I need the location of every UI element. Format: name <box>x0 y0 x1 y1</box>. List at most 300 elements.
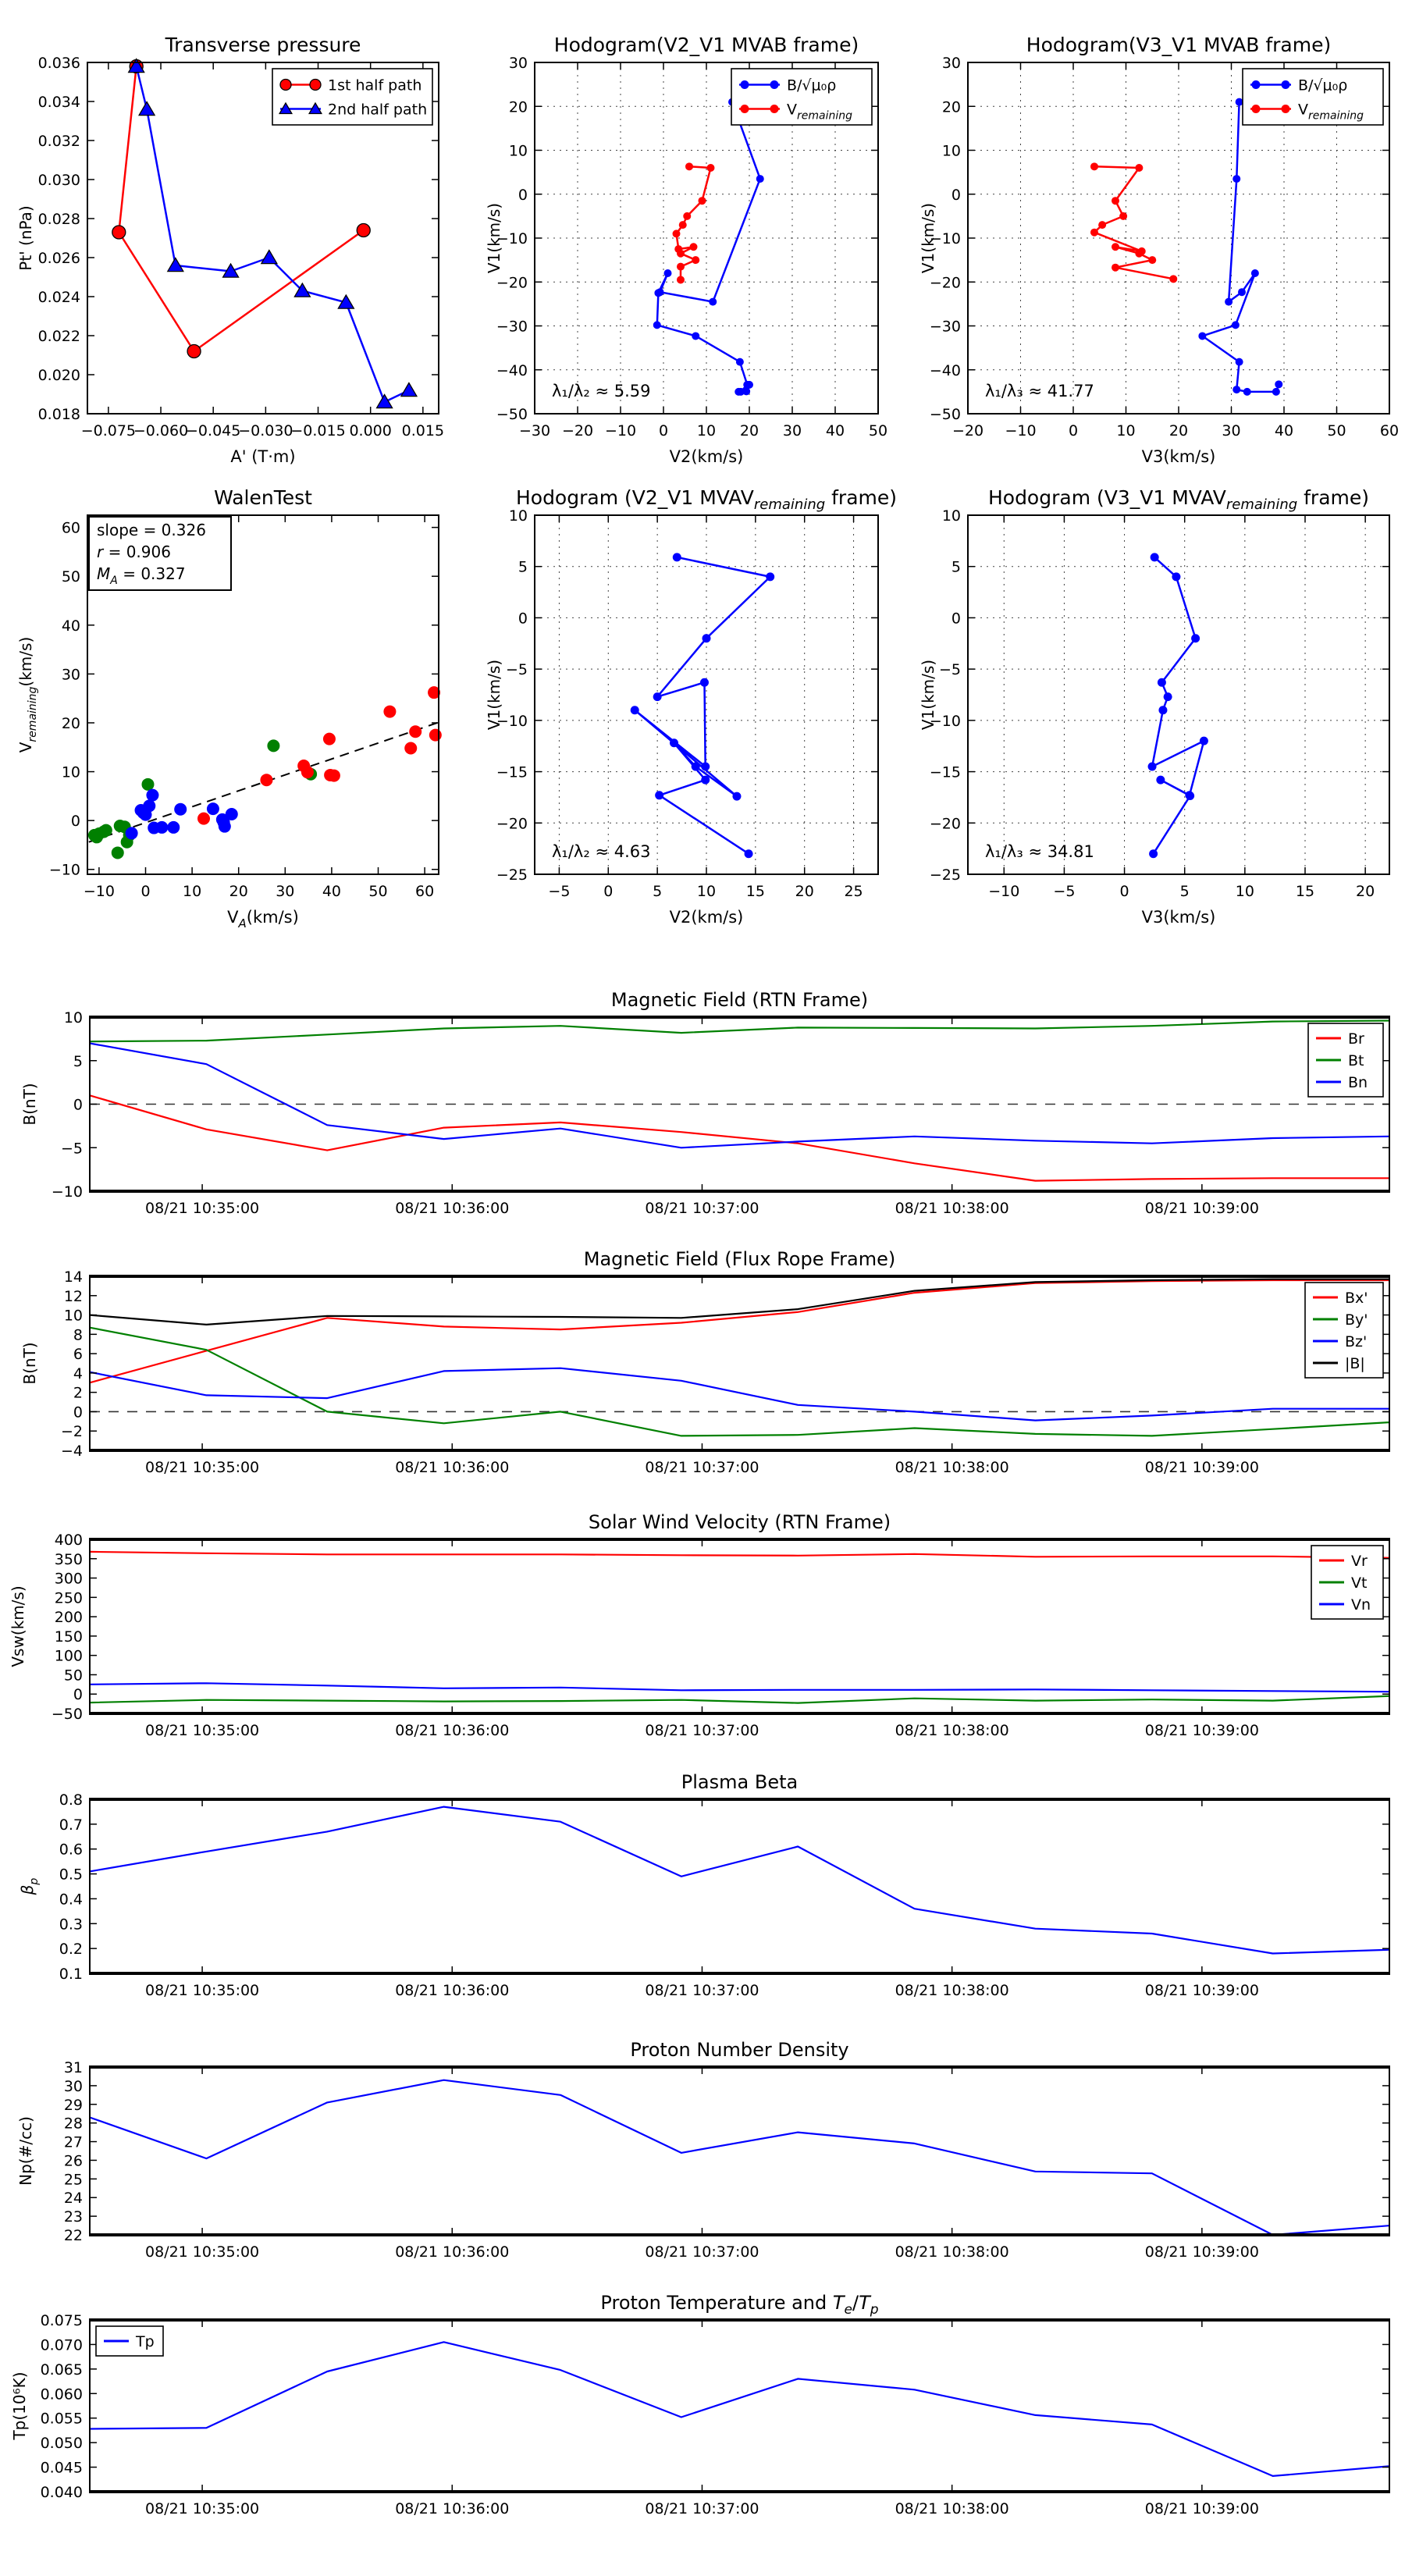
hodogram-v2-mvab-point-b-over-sqrt-mu0rho <box>692 332 699 340</box>
walen-test-point-scatter-group-2 <box>155 821 168 834</box>
hodogram-v2-mvav-x-tick-label: 5 <box>653 883 663 900</box>
hodogram-v3-mvav-point-v-hodogram <box>1191 634 1200 642</box>
hodogram-v3-mvab-x-tick-label: 0 <box>1068 422 1079 439</box>
solar-wind-velocity-y-tick-label: 200 <box>54 1609 83 1627</box>
walen-test-point-scatter-group-2 <box>219 820 231 833</box>
plasma-beta-title: Plasma Beta <box>681 1771 799 1793</box>
hodogram-v3-mvab-point-b-over-sqrt-mu0rho <box>1198 332 1206 340</box>
hodogram-v3-mvav-point-v-hodogram <box>1200 737 1208 745</box>
hodogram-v3-mvav-x-tick-label: 5 <box>1179 883 1190 900</box>
transverse-pressure-x-tick-label: −0.045 <box>186 422 241 439</box>
hodogram-v2-mvab-x-tick-label: 0 <box>658 422 669 439</box>
hodogram-v3-mvab-point-b-over-sqrt-mu0rho <box>1232 175 1240 183</box>
solar-wind-velocity-title: Solar Wind Velocity (RTN Frame) <box>588 1511 891 1533</box>
proton-temperature-y-tick-label: 0.040 <box>40 2484 83 2501</box>
hodogram-v3-mvav-point-v-hodogram <box>1156 776 1165 785</box>
hodogram-v2-mvab-y-tick-label: 0 <box>518 186 528 204</box>
hodogram-v3-mvav-point-v-hodogram <box>1158 678 1166 687</box>
hodogram-v3-mvab-x-tick-label: 20 <box>1168 422 1189 439</box>
hodogram-v3-mvab-x-tick-label: −20 <box>951 422 984 439</box>
hodogram-v3-mvab-title: Hodogram(V3_V1 MVAB frame) <box>1026 34 1332 56</box>
proton-temperature-y-axis-label: Tp(10⁶K) <box>10 2371 29 2440</box>
hodogram-v3-mvab-point-v-remaining <box>1135 164 1143 172</box>
hodogram-v3-mvav-annotation: λ₁/λ₃ ≈ 34.81 <box>985 842 1094 861</box>
hodogram-v2-mvab-x-tick-label: 40 <box>825 422 845 439</box>
hodogram-v2-mvab-x-tick-label: −10 <box>604 422 637 439</box>
solar-wind-velocity-y-tick-label: 100 <box>54 1647 83 1665</box>
proton-number-density-y-tick-label: 23 <box>63 2208 83 2226</box>
transverse-pressure-y-tick-label: 0.018 <box>37 406 80 423</box>
proton-number-density-x-tick-label: 08/21 10:39:00 <box>1144 2243 1259 2261</box>
hodogram-v2-mvab-point-v-remaining <box>677 276 685 283</box>
hodogram-v2-mvab-y-tick-label: −40 <box>496 361 528 379</box>
hodogram-v2-mvab-y-tick-label: −30 <box>496 318 528 336</box>
walen-test-x-tick-label: 50 <box>368 883 388 900</box>
hodogram-v2-mvab-x-tick-label: −30 <box>518 422 551 439</box>
hodogram-v3-mvav-x-tick-label: 10 <box>1235 883 1254 900</box>
hodogram-v3-mvab-point-b-over-sqrt-mu0rho <box>1238 288 1246 296</box>
plasma-beta-y-tick-label: 0.3 <box>59 1916 83 1934</box>
hodogram-v3-mvab-x-axis-label: V3(km/s) <box>1141 447 1216 466</box>
magnetic-field-rtn-y-tick-label: 5 <box>73 1052 83 1070</box>
transverse-pressure-point-first-half-path <box>112 226 126 239</box>
hodogram-v3-mvab-point-v-remaining <box>1090 162 1098 170</box>
transverse-pressure-x-tick-label: 0.015 <box>401 422 445 439</box>
proton-temperature-y-tick-label: 0.050 <box>40 2435 83 2453</box>
proton-temperature-legend-label: Tp <box>136 2333 155 2350</box>
proton-temperature-x-tick-label: 08/21 10:36:00 <box>395 2500 510 2517</box>
hodogram-v3-mvav-point-v-hodogram <box>1172 572 1180 581</box>
walen-test-point-scatter-group-3 <box>197 813 210 825</box>
walen-test-point-scatter-group-1 <box>267 739 279 752</box>
hodogram-v2-mvav-x-tick-label: −5 <box>548 883 571 900</box>
walen-test-point-scatter-group-1 <box>100 824 112 837</box>
solar-wind-velocity-x-tick-label: 08/21 10:36:00 <box>395 1722 510 1739</box>
hodogram-v2-mvab-point-v-remaining <box>685 162 693 170</box>
walen-test-y-tick-label: 10 <box>61 763 80 781</box>
proton-temperature-y-tick-label: 0.070 <box>40 2336 83 2354</box>
hodogram-v2-mvab-y-tick-label: −50 <box>496 406 528 423</box>
hodogram-v2-mvav-point-v-hodogram <box>701 763 710 771</box>
hodogram-v2-mvav-point-v-hodogram <box>701 776 710 785</box>
hodogram-v2-mvav-y-axis-label: V1(km/s) <box>485 659 503 731</box>
proton-number-density-y-tick-label: 28 <box>63 2115 83 2133</box>
walen-test-y-axis-label: $V_{remaining}(km/s)$ <box>16 636 39 753</box>
hodogram-v3-mvab-point-b-over-sqrt-mu0rho <box>1251 269 1259 277</box>
magnetic-field-rtn-x-tick-label: 08/21 10:38:00 <box>895 1200 1009 1217</box>
hodogram-v2-mvab-point-b-over-sqrt-mu0rho <box>736 358 744 366</box>
hodogram-v2-mvav-point-v-hodogram <box>766 572 774 581</box>
hodogram-v2-mvab-point-v-remaining <box>690 243 698 251</box>
proton-temperature-x-tick-label: 08/21 10:35:00 <box>145 2500 260 2517</box>
transverse-pressure-legend-label: 2nd half path <box>328 101 428 119</box>
hodogram-v2-mvav-point-v-hodogram <box>653 692 662 701</box>
hodogram-v3-mvav-x-tick-label: 15 <box>1295 883 1315 900</box>
plasma-beta-y-tick-label: 0.5 <box>59 1866 83 1884</box>
solar-wind-velocity-y-axis-label: Vsw(km/s) <box>9 1585 27 1667</box>
walen-test-point-scatter-group-3 <box>301 766 314 778</box>
hodogram-v2-mvab-point-v-remaining <box>677 263 685 271</box>
proton-number-density-y-tick-label: 22 <box>63 2227 83 2244</box>
solar-wind-velocity-y-tick-label: −50 <box>51 1706 83 1723</box>
walen-test-stats-line: r = 0.906 <box>97 543 171 561</box>
magnetic-field-fluxrope-y-tick-label: 4 <box>73 1364 83 1382</box>
transverse-pressure-y-tick-label: 0.034 <box>37 94 80 111</box>
magnetic-field-fluxrope-x-tick-label: 08/21 10:39:00 <box>1144 1459 1259 1476</box>
transverse-pressure-y-tick-label: 0.020 <box>37 367 80 384</box>
walen-test-point-scatter-group-3 <box>429 729 442 742</box>
magnetic-field-fluxrope-y-tick-label: 8 <box>73 1326 83 1344</box>
proton-number-density-x-tick-label: 08/21 10:35:00 <box>145 2243 260 2261</box>
magnetic-field-fluxrope-y-tick-label: −4 <box>60 1443 83 1460</box>
walen-test-point-scatter-group-2 <box>167 821 180 834</box>
proton-number-density-y-tick-label: 26 <box>63 2152 83 2170</box>
solar-wind-velocity-y-tick-label: 400 <box>54 1532 83 1549</box>
proton-number-density-y-tick-label: 24 <box>63 2190 83 2208</box>
magnetic-field-fluxrope-y-tick-label: 12 <box>63 1287 83 1305</box>
hodogram-v3-mvab-y-tick-label: 10 <box>941 142 961 160</box>
hodogram-v2-mvav-point-v-hodogram <box>702 634 711 642</box>
proton-number-density-title: Proton Number Density <box>630 2039 849 2061</box>
magnetic-field-fluxrope-y-tick-label: 14 <box>63 1268 83 1286</box>
hodogram-v3-mvav-point-v-hodogram <box>1186 792 1194 800</box>
hodogram-v3-mvab-point-b-over-sqrt-mu0rho <box>1243 388 1251 396</box>
hodogram-v3-mvab-x-tick-label: 40 <box>1274 422 1294 439</box>
plasma-beta-y-tick-label: 0.1 <box>59 1966 83 1983</box>
hodogram-v3-mvav-y-axis-label: V1(km/s) <box>919 659 937 731</box>
proton-temperature-y-tick-label: 0.055 <box>40 2410 83 2428</box>
solar-wind-velocity-x-tick-label: 08/21 10:35:00 <box>145 1722 260 1739</box>
hodogram-v2-mvab-point-b-over-sqrt-mu0rho <box>745 381 753 389</box>
legend-sample-marker <box>741 80 749 89</box>
walen-test-point-scatter-group-2 <box>126 827 138 839</box>
legend-sample-marker <box>310 80 321 91</box>
hodogram-v3-mvav-y-tick-label: 0 <box>951 610 961 628</box>
hodogram-v2-mvav-point-v-hodogram <box>700 678 709 687</box>
proton-number-density-y-tick-label: 27 <box>63 2133 83 2151</box>
proton-number-density-x-tick-label: 08/21 10:37:00 <box>645 2243 759 2261</box>
magnetic-field-rtn-y-tick-label: 10 <box>63 1009 83 1026</box>
hodogram-v2-mvab-y-tick-label: 10 <box>508 142 528 160</box>
proton-number-density-x-tick-label: 08/21 10:38:00 <box>895 2243 1009 2261</box>
legend-sample-marker <box>1282 80 1290 89</box>
transverse-pressure-y-axis-label: Pt' (nPa) <box>16 205 35 271</box>
transverse-pressure-x-tick-label: −0.075 <box>80 422 137 439</box>
transverse-pressure-y-tick-label: 0.032 <box>37 133 80 150</box>
magnetic-field-fluxrope-y-tick-label: 10 <box>63 1307 83 1325</box>
hodogram-v2-mvav-x-tick-label: 20 <box>795 883 814 900</box>
transverse-pressure-point-first-half-path <box>187 345 201 358</box>
hodogram-v2-mvav-y-tick-label: −15 <box>496 763 528 781</box>
magnetic-field-rtn-y-tick-label: −5 <box>60 1140 83 1158</box>
magnetic-field-rtn-legend-label: Br <box>1348 1030 1364 1048</box>
hodogram-v2-mvav-x-axis-label: V2(km/s) <box>669 908 744 927</box>
hodogram-v2-mvab-y-tick-label: −10 <box>496 230 528 247</box>
proton-number-density-y-tick-label: 29 <box>63 2096 83 2114</box>
hodogram-v2-mvav-title: Hodogram (V2_V1 $MVAV_{remaining}$ frame) <box>515 486 898 513</box>
walen-test-point-scatter-group-3 <box>404 742 417 755</box>
plasma-beta-x-tick-label: 08/21 10:39:00 <box>1144 1982 1259 1999</box>
magnetic-field-rtn-title: Magnetic Field (RTN Frame) <box>610 989 869 1011</box>
hodogram-v2-mvab-point-v-remaining <box>679 221 687 229</box>
proton-temperature-y-tick-label: 0.045 <box>40 2459 83 2477</box>
plasma-beta-y-tick-label: 0.7 <box>59 1816 83 1834</box>
hodogram-v2-mvab-point-b-over-sqrt-mu0rho <box>709 298 717 306</box>
walen-test-y-tick-label: 30 <box>61 666 80 684</box>
magnetic-field-rtn-y-tick-label: 0 <box>73 1096 83 1114</box>
transverse-pressure-y-tick-label: 0.026 <box>37 250 80 267</box>
hodogram-v2-mvab-point-b-over-sqrt-mu0rho <box>756 175 764 183</box>
walen-test-x-tick-label: 40 <box>322 883 342 900</box>
hodogram-v2-mvav-point-v-hodogram <box>673 553 681 561</box>
hodogram-v3-mvav-y-tick-label: 5 <box>951 558 961 576</box>
transverse-pressure-y-tick-label: 0.022 <box>37 328 80 345</box>
hodogram-v2-mvab-x-tick-label: −20 <box>561 422 594 439</box>
hodogram-v2-mvab-y-tick-label: 30 <box>508 55 528 72</box>
walen-test-point-scatter-group-1 <box>141 778 154 791</box>
walen-test-x-tick-label: −10 <box>83 883 115 900</box>
hodogram-v3-mvab-y-tick-label: −50 <box>929 406 961 423</box>
solar-wind-velocity-y-tick-label: 150 <box>54 1628 83 1646</box>
hodogram-v3-mvav-y-tick-label: −20 <box>929 815 961 833</box>
solar-wind-velocity-x-tick-label: 08/21 10:38:00 <box>895 1722 1009 1739</box>
hodogram-v3-mvav-x-tick-label: 0 <box>1119 883 1129 900</box>
plasma-beta-y-axis-label: $\beta_p$ <box>18 1877 41 1895</box>
proton-number-density-y-tick-label: 25 <box>63 2171 83 2189</box>
hodogram-v3-mvab-y-tick-label: −40 <box>929 361 961 379</box>
hodogram-v2-mvav-point-v-hodogram <box>655 791 663 799</box>
magnetic-field-fluxrope-x-tick-label: 08/21 10:35:00 <box>145 1459 260 1476</box>
hodogram-v2-mvab-x-axis-label: V2(km/s) <box>669 447 744 466</box>
hodogram-v2-mvav-y-tick-label: −5 <box>505 661 528 679</box>
hodogram-v3-mvav-x-tick-label: −10 <box>988 883 1020 900</box>
hodogram-v2-mvab-legend-label: $V_{remaining}$ <box>787 101 852 123</box>
walen-test-title: WalenTest <box>214 486 312 509</box>
hodogram-v3-mvab-annotation: λ₁/λ₃ ≈ 41.77 <box>985 382 1094 400</box>
magnetic-field-rtn-x-tick-label: 08/21 10:35:00 <box>145 1200 260 1217</box>
transverse-pressure-x-tick-label: −0.060 <box>133 422 189 439</box>
solar-wind-velocity-y-tick-label: 50 <box>63 1667 83 1685</box>
hodogram-v3-mvav-y-tick-label: −25 <box>929 866 961 884</box>
hodogram-v2-mvav-x-tick-label: 25 <box>844 883 863 900</box>
hodogram-v2-mvab-x-tick-label: 50 <box>868 422 888 439</box>
legend-sample-marker <box>1252 105 1261 113</box>
transverse-pressure-legend-label: 1st half path <box>328 76 422 94</box>
magnetic-field-rtn-legend-label: Bt <box>1348 1052 1364 1069</box>
hodogram-v3-mvav-x-tick-label: 20 <box>1356 883 1375 900</box>
hodogram-v3-mvab-point-v-remaining <box>1119 212 1127 220</box>
magnetic-field-fluxrope-y-axis-label: B(nT) <box>20 1342 39 1385</box>
hodogram-v2-mvab-point-v-remaining <box>677 250 685 258</box>
solar-wind-velocity-y-tick-label: 300 <box>54 1570 83 1588</box>
hodogram-v2-mvav-point-v-hodogram <box>631 706 639 714</box>
solar-wind-velocity-legend-label: Vr <box>1351 1553 1368 1570</box>
walen-test-x-tick-label: 0 <box>140 883 151 900</box>
plasma-beta-y-tick-label: 0.8 <box>59 1791 83 1809</box>
hodogram-v3-mvab-point-v-remaining <box>1148 256 1156 264</box>
plasma-beta-x-tick-label: 08/21 10:37:00 <box>645 1982 759 1999</box>
hodogram-v3-mvab-point-b-over-sqrt-mu0rho <box>1272 388 1280 396</box>
walen-test-stats-line: slope = 0.326 <box>97 521 206 539</box>
hodogram-v3-mvav-x-axis-label: V3(km/s) <box>1141 908 1216 927</box>
hodogram-v3-mvab-legend-label: B/√μ₀ρ <box>1298 76 1348 94</box>
transverse-pressure-x-tick-label: 0.000 <box>349 422 392 439</box>
hodogram-v3-mvav-y-tick-label: −10 <box>929 712 961 730</box>
plasma-beta-x-tick-label: 08/21 10:36:00 <box>395 1982 510 1999</box>
hodogram-v3-mvab-point-b-over-sqrt-mu0rho <box>1236 98 1243 106</box>
walen-test-x-tick-label: 10 <box>183 883 202 900</box>
hodogram-v2-mvab-x-tick-label: 20 <box>739 422 759 439</box>
transverse-pressure-title: Transverse pressure <box>165 34 361 56</box>
walen-test-y-tick-label: 60 <box>61 519 80 537</box>
hodogram-v2-mvab-y-axis-label: V1(km/s) <box>485 202 503 274</box>
hodogram-v2-mvav-y-tick-label: −25 <box>496 866 528 884</box>
plasma-beta-y-tick-label: 0.2 <box>59 1941 83 1959</box>
hodogram-v3-mvab-y-tick-label: −30 <box>929 318 961 336</box>
hodogram-v2-mvav-point-v-hodogram <box>732 792 741 801</box>
magnetic-field-fluxrope-x-tick-label: 08/21 10:37:00 <box>645 1459 759 1476</box>
hodogram-v3-mvab-x-tick-label: −10 <box>1005 422 1037 439</box>
transverse-pressure-y-tick-label: 0.028 <box>37 211 80 228</box>
hodogram-v3-mvab-point-v-remaining <box>1169 275 1177 283</box>
legend-sample-marker <box>741 105 749 113</box>
hodogram-v2-mvav-point-v-hodogram <box>670 738 678 747</box>
hodogram-v2-mvab-legend-label: B/√μ₀ρ <box>787 76 837 94</box>
hodogram-v2-mvav-point-v-hodogram <box>745 849 753 858</box>
hodogram-v2-mvab-point-v-remaining <box>707 164 715 172</box>
hodogram-v3-mvab-point-b-over-sqrt-mu0rho <box>1232 386 1240 393</box>
hodogram-v3-mvab-y-tick-label: −10 <box>929 230 961 247</box>
plasma-beta-y-tick-label: 0.6 <box>59 1841 83 1859</box>
walen-test-y-tick-label: 0 <box>70 813 80 831</box>
hodogram-v3-mvab-point-b-over-sqrt-mu0rho <box>1236 358 1243 366</box>
proton-number-density-y-tick-label: 31 <box>63 2059 83 2076</box>
plasma-beta-x-tick-label: 08/21 10:35:00 <box>145 1982 260 1999</box>
transverse-pressure-x-axis-label: A' (T·m) <box>230 447 296 466</box>
hodogram-v3-mvav-point-v-hodogram <box>1149 849 1158 858</box>
walen-test-point-scatter-group-2 <box>226 808 238 820</box>
walen-test-point-scatter-group-2 <box>143 799 155 812</box>
magnetic-field-fluxrope-y-tick-label: 2 <box>73 1384 83 1402</box>
walen-test-y-tick-label: −10 <box>48 861 80 879</box>
proton-number-density-x-tick-label: 08/21 10:36:00 <box>395 2243 510 2261</box>
solar-wind-velocity-y-tick-label: 250 <box>54 1589 83 1607</box>
hodogram-v3-mvab-x-tick-label: 30 <box>1222 422 1241 439</box>
magnetic-field-fluxrope-title: Magnetic Field (Flux Rope Frame) <box>583 1248 896 1270</box>
hodogram-v2-mvab-y-tick-label: 20 <box>508 98 528 116</box>
hodogram-v3-mvab-point-v-remaining <box>1112 243 1119 251</box>
proton-number-density-y-tick-label: 30 <box>63 2077 83 2095</box>
walen-test-point-scatter-group-2 <box>207 802 219 815</box>
solar-wind-velocity-legend-label: Vn <box>1351 1596 1371 1614</box>
walen-test-point-scatter-group-2 <box>146 789 158 802</box>
legend-sample-marker <box>1252 80 1261 89</box>
proton-temperature-y-tick-label: 0.060 <box>40 2386 83 2403</box>
walen-test-y-tick-label: 40 <box>61 617 80 635</box>
magnetic-field-rtn-legend-label: Bn <box>1348 1074 1368 1091</box>
magnetic-field-fluxrope-legend-label: By' <box>1345 1311 1368 1329</box>
hodogram-v3-mvav-y-tick-label: −15 <box>929 763 961 781</box>
proton-temperature-x-tick-label: 08/21 10:38:00 <box>895 2500 1009 2517</box>
hodogram-v2-mvab-point-v-remaining <box>699 197 706 205</box>
hodogram-v3-mvab-point-v-remaining <box>1090 229 1098 237</box>
hodogram-v3-mvav-x-tick-label: −5 <box>1053 883 1076 900</box>
hodogram-v2-mvab-point-b-over-sqrt-mu0rho <box>653 321 661 329</box>
transverse-pressure-y-tick-label: 0.024 <box>37 289 80 306</box>
hodogram-v2-mvav-x-tick-label: 0 <box>603 883 614 900</box>
plasma-beta-y-tick-label: 0.4 <box>59 1891 83 1909</box>
hodogram-v2-mvav-y-tick-label: −10 <box>496 712 528 730</box>
hodogram-v2-mvav-point-v-hodogram <box>692 763 700 771</box>
hodogram-v3-mvab-point-v-remaining <box>1098 221 1106 229</box>
solar-wind-velocity-x-tick-label: 08/21 10:37:00 <box>645 1722 759 1739</box>
proton-temperature-x-tick-label: 08/21 10:37:00 <box>645 2500 759 2517</box>
hodogram-v3-mvab-point-v-remaining <box>1135 250 1143 258</box>
hodogram-v2-mvav-y-tick-label: 0 <box>518 610 528 628</box>
solar-wind-velocity-legend-label: Vt <box>1351 1574 1368 1592</box>
proton-temperature-y-tick-label: 0.065 <box>40 2361 83 2379</box>
proton-temperature-title: Proton Temperature and $T_e/T_p$ <box>600 2292 879 2318</box>
walen-test-y-tick-label: 50 <box>61 568 80 586</box>
hodogram-v2-mvab-point-v-remaining <box>683 212 691 220</box>
walen-test-point-scatter-group-3 <box>328 770 340 782</box>
magnetic-field-fluxrope-legend-label: Bx' <box>1345 1290 1368 1307</box>
plasma-beta-x-tick-label: 08/21 10:38:00 <box>895 1982 1009 1999</box>
hodogram-v3-mvav-point-v-hodogram <box>1148 763 1157 771</box>
solar-wind-velocity-x-tick-label: 08/21 10:39:00 <box>1144 1722 1259 1739</box>
walen-test-point-scatter-group-1 <box>112 846 124 859</box>
legend-sample-marker <box>770 105 779 113</box>
magnetic-field-fluxrope-y-tick-label: 0 <box>73 1404 83 1421</box>
hodogram-v2-mvav-y-tick-label: −20 <box>496 815 528 833</box>
walen-test-x-tick-label: 20 <box>229 883 248 900</box>
proton-temperature-y-tick-label: 0.075 <box>40 2312 83 2329</box>
hodogram-v3-mvav-point-v-hodogram <box>1158 706 1167 714</box>
hodogram-v3-mvab-point-v-remaining <box>1112 197 1119 205</box>
walen-test-point-scatter-group-3 <box>260 774 272 786</box>
hodogram-v3-mvab-x-tick-label: 10 <box>1116 422 1136 439</box>
hodogram-v2-mvav-y-tick-label: 10 <box>508 507 528 525</box>
hodogram-v2-mvav-x-tick-label: 15 <box>745 883 765 900</box>
hodogram-v3-mvab-y-axis-label: V1(km/s) <box>919 202 937 274</box>
transverse-pressure-x-tick-label: −0.030 <box>238 422 293 439</box>
proton-temperature-x-tick-label: 08/21 10:39:00 <box>1144 2500 1259 2517</box>
walen-test-x-axis-label: $V_A(km/s)$ <box>227 908 299 930</box>
hodogram-v3-mvab-x-tick-label: 50 <box>1327 422 1346 439</box>
hodogram-v2-mvav-y-tick-label: 5 <box>518 558 528 576</box>
hodogram-v2-mvab-y-tick-label: −20 <box>496 274 528 292</box>
magnetic-field-rtn-x-tick-label: 08/21 10:39:00 <box>1144 1200 1259 1217</box>
walen-test-x-tick-label: 30 <box>276 883 295 900</box>
magnetic-field-fluxrope-y-tick-label: −2 <box>60 1423 83 1441</box>
solar-wind-velocity-y-tick-label: 350 <box>54 1550 83 1568</box>
proton-number-density-y-axis-label: Np(#/cc) <box>16 2116 35 2186</box>
hodogram-v2-mvab-point-v-remaining <box>673 229 681 237</box>
transverse-pressure-y-tick-label: 0.030 <box>37 172 80 189</box>
hodogram-v3-mvab-point-v-remaining <box>1112 264 1119 272</box>
magnetic-field-fluxrope-legend-label: |B| <box>1345 1355 1365 1372</box>
transverse-pressure-x-tick-label: −0.015 <box>290 422 346 439</box>
hodogram-v3-mvab-legend-label: $V_{remaining}$ <box>1298 101 1364 123</box>
hodogram-v3-mvav-point-v-hodogram <box>1164 692 1172 701</box>
hodogram-v2-mvab-annotation: λ₁/λ₂ ≈ 5.59 <box>552 382 651 400</box>
walen-test-point-scatter-group-3 <box>383 706 396 718</box>
walen-test-y-tick-label: 20 <box>61 714 80 732</box>
magnetic-field-fluxrope-y-tick-label: 6 <box>73 1346 83 1364</box>
magnetic-field-rtn-x-tick-label: 08/21 10:37:00 <box>645 1200 759 1217</box>
hodogram-v2-mvab-point-v-remaining <box>692 256 699 264</box>
hodogram-v2-mvab-point-b-over-sqrt-mu0rho <box>664 269 672 277</box>
